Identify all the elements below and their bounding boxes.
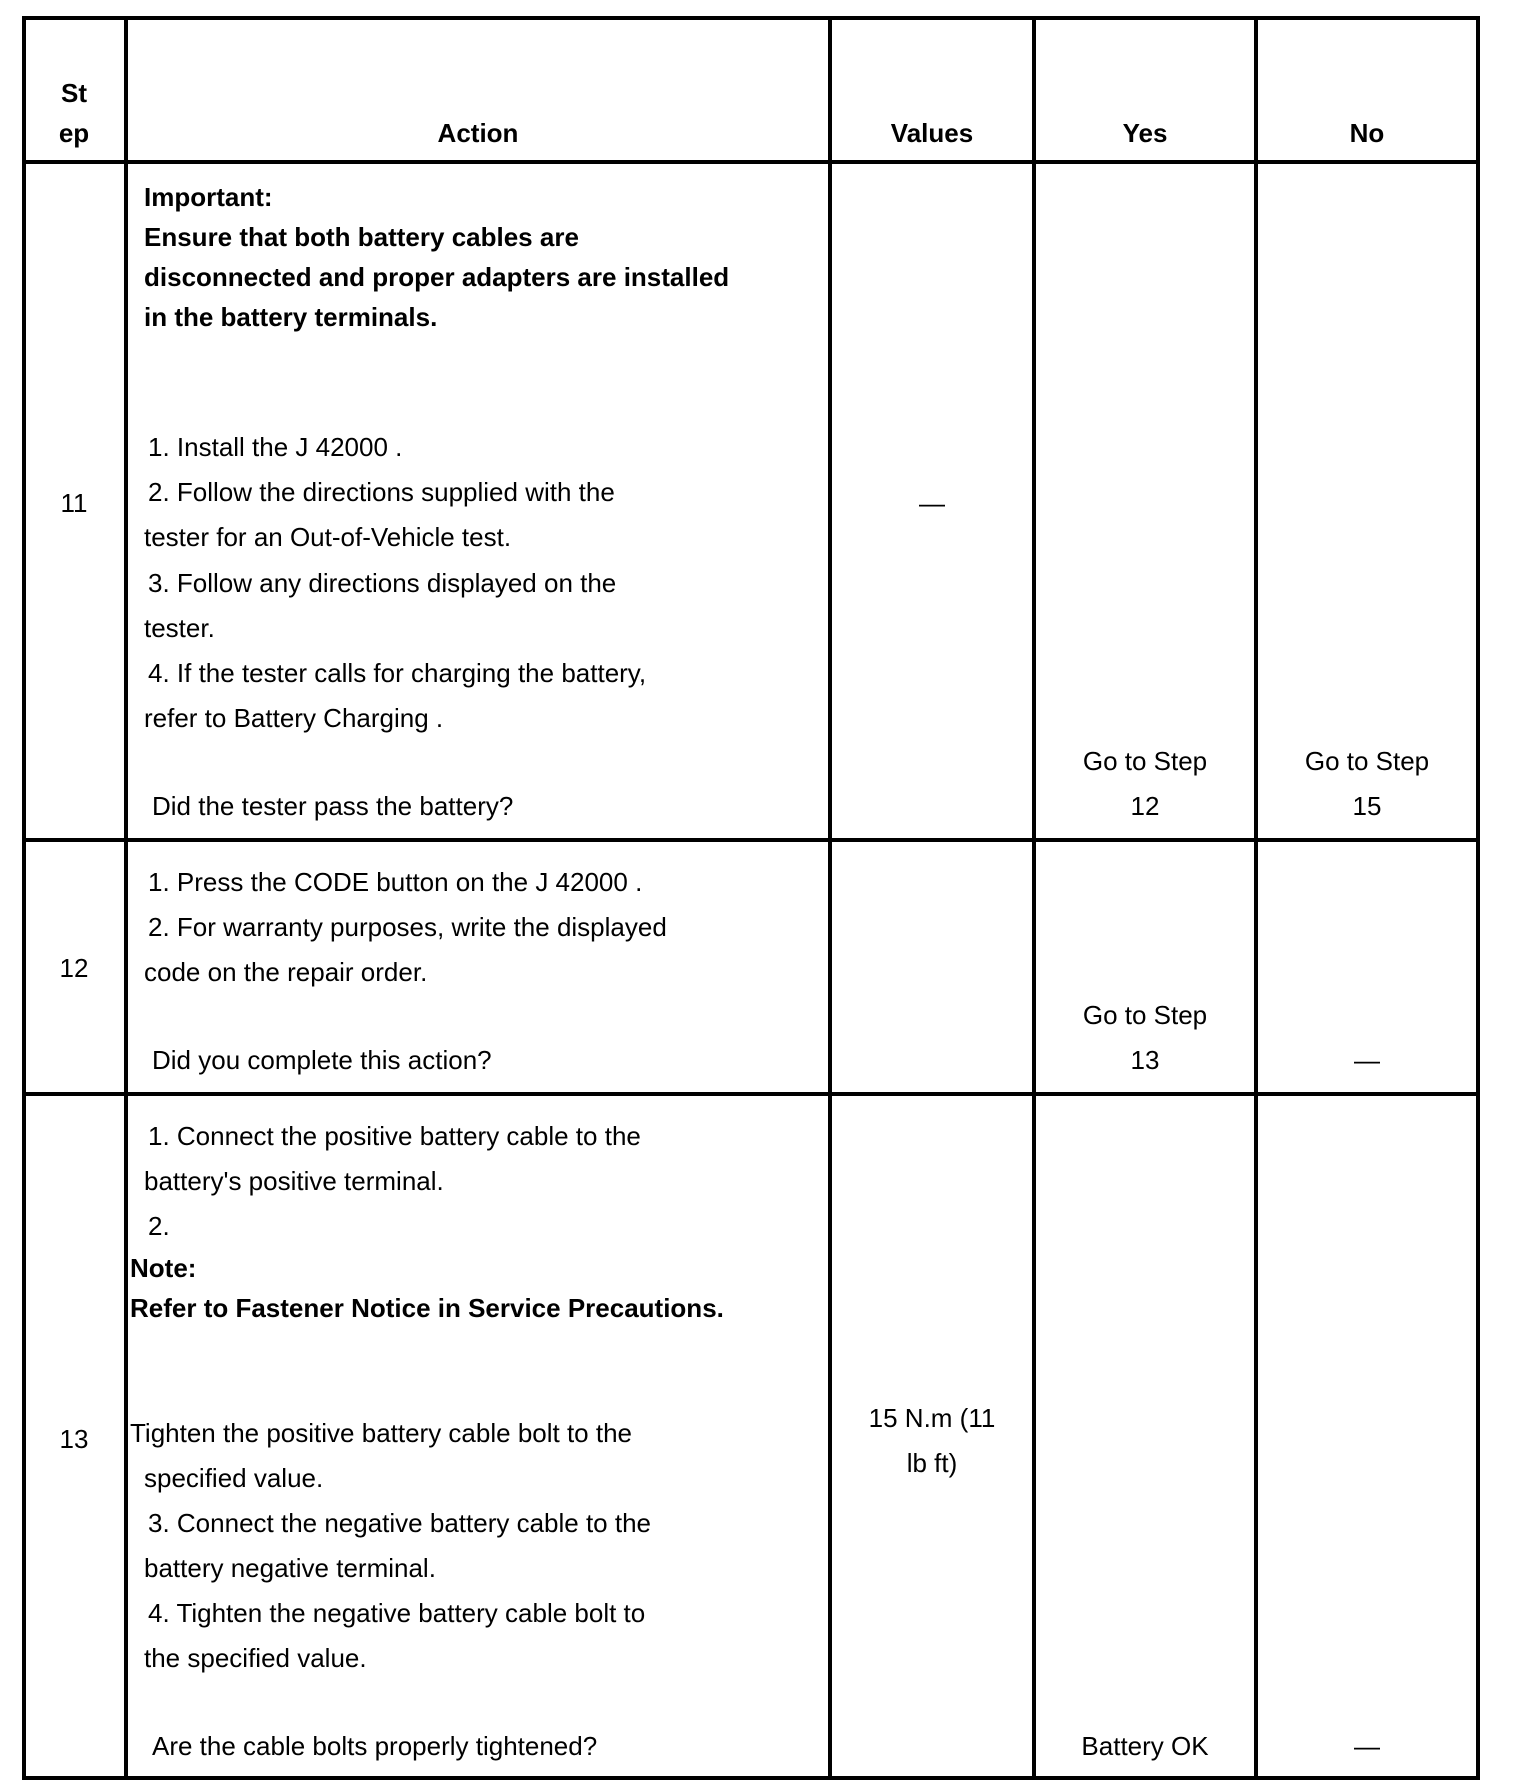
action-question: Are the cable bolts properly tightened? bbox=[152, 1731, 598, 1761]
header-no: No bbox=[1349, 118, 1385, 148]
header-yes: Yes bbox=[1122, 118, 1168, 148]
header-action: Action bbox=[437, 118, 519, 148]
action-item-2-text: Tighten the positive battery cable bolt to the bbox=[130, 1418, 633, 1448]
no-cell: — bbox=[1354, 1731, 1380, 1761]
yes-cell-line1: Go to Step bbox=[1082, 1000, 1208, 1030]
values-cell-line1: 15 N.m (11 bbox=[868, 1403, 996, 1433]
action-item-4: 4. If the tester calls for charging the battery, bbox=[148, 658, 647, 688]
row-divider bbox=[22, 838, 1480, 842]
table-border-top bbox=[22, 16, 1480, 20]
step-number: 11 bbox=[60, 488, 88, 518]
table-border-bottom bbox=[22, 1776, 1480, 1780]
note-label: Note: bbox=[130, 1253, 197, 1283]
yes-cell-line2: 13 bbox=[1130, 1045, 1160, 1075]
column-divider bbox=[124, 16, 128, 1780]
values-cell-line2: lb ft) bbox=[906, 1448, 958, 1478]
action-item-4: 4. Tighten the negative battery cable bolt to bbox=[148, 1598, 646, 1628]
action-item-3-cont: battery negative terminal. bbox=[144, 1553, 436, 1583]
action-item-3: 3. Connect the negative battery cable to the bbox=[148, 1508, 652, 1538]
step-number: 13 bbox=[59, 1424, 89, 1454]
header-divider bbox=[22, 160, 1480, 164]
values-cell: — bbox=[919, 488, 945, 518]
action-item-1-cont: battery's positive terminal. bbox=[144, 1166, 444, 1196]
important-label: Important: bbox=[144, 182, 273, 212]
action-item-2: 2. Follow the directions supplied with the bbox=[148, 477, 615, 507]
column-divider bbox=[828, 16, 832, 1780]
no-cell: — bbox=[1354, 1045, 1380, 1075]
yes-cell-line1: Go to Step bbox=[1082, 746, 1208, 776]
action-item-2: 2. bbox=[148, 1211, 170, 1241]
no-cell-line2: 15 bbox=[1352, 791, 1382, 821]
action-item-2-cont: code on the repair order. bbox=[144, 957, 428, 987]
action-item-1: 1. Press the CODE button on the J 42000 . bbox=[148, 867, 643, 897]
no-cell-line1: Go to Step bbox=[1304, 746, 1430, 776]
header-values: Values bbox=[890, 118, 974, 148]
table-border-right bbox=[1476, 16, 1480, 1780]
action-item-3: 3. Follow any directions displayed on the bbox=[148, 568, 617, 598]
column-divider bbox=[1254, 16, 1258, 1780]
important-text-line: disconnected and proper adapters are installed bbox=[144, 262, 730, 292]
header-step-line1: St bbox=[61, 78, 87, 108]
action-item-2-cont: specified value. bbox=[144, 1463, 324, 1493]
action-question: Did you complete this action? bbox=[152, 1045, 492, 1075]
action-item-1: 1. Install the J 42000 . bbox=[148, 432, 403, 462]
row-divider bbox=[22, 1092, 1480, 1096]
important-text-line: in the battery terminals. bbox=[144, 302, 438, 332]
important-text-line: Ensure that both battery cables are bbox=[144, 222, 579, 252]
action-item-4-cont: the specified value. bbox=[144, 1643, 367, 1673]
yes-cell-line2: 12 bbox=[1130, 791, 1160, 821]
header-step-line2: ep bbox=[58, 118, 90, 148]
action-item-4-cont: refer to Battery Charging . bbox=[144, 703, 444, 733]
yes-cell: Battery OK bbox=[1081, 1731, 1209, 1761]
note-text: Refer to Fastener Notice in Service Precautions. bbox=[130, 1293, 724, 1323]
action-item-3-cont: tester. bbox=[144, 613, 215, 643]
action-question: Did the tester pass the battery? bbox=[152, 791, 514, 821]
step-number: 12 bbox=[59, 953, 89, 983]
action-item-2-cont: tester for an Out-of-Vehicle test. bbox=[144, 522, 512, 552]
action-item-1: 1. Connect the positive battery cable to the bbox=[148, 1121, 641, 1151]
action-item-2: 2. For warranty purposes, write the displayed bbox=[148, 912, 667, 942]
column-divider bbox=[1032, 16, 1036, 1780]
table-border-left bbox=[22, 16, 26, 1780]
